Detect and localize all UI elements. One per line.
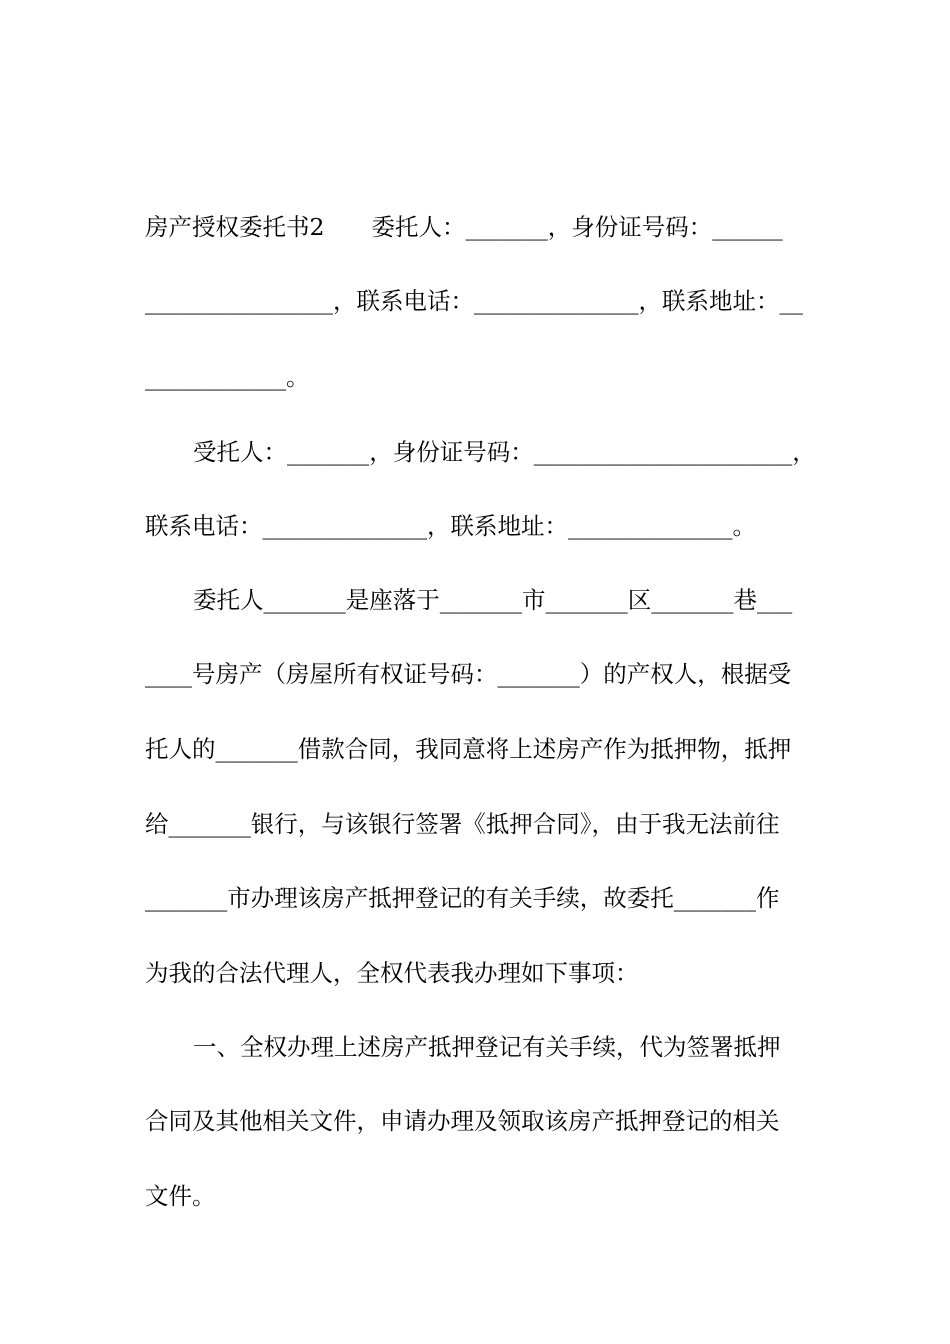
bank-mortgage-line: 给_______银行，与该银行签署《抵押合同》，由于我无法前往 bbox=[145, 810, 780, 838]
agent-contact-line: 联系电话：______________，联系地址：______________。 bbox=[145, 512, 756, 540]
heading-and-principal-line: 房产授权委托书2 委托人：_______，身份证号码：______ bbox=[145, 213, 783, 241]
property-location-line: 委托人_______是座落于_______市_______区_______巷___ bbox=[193, 586, 793, 614]
principal-contact-line: ________________，联系电话：______________，联系地址：__ bbox=[145, 287, 803, 315]
property-certificate-line: ____号房产（房屋所有权证号码：_______）的产权人，根据受 bbox=[145, 660, 792, 688]
item-one-end-line: 文件。 bbox=[145, 1182, 216, 1210]
registration-proxy-line: _______市办理该房产抵押登记的有关手续，故委托_______作 bbox=[145, 884, 780, 912]
principal-address-line: ____________。 bbox=[145, 363, 310, 391]
item-one-continued-line: 合同及其他相关文件，申请办理及领取该房产抵押登记的相关 bbox=[145, 1107, 780, 1135]
authority-intro-line: 为我的合法代理人，全权代表我办理如下事项： bbox=[145, 959, 639, 987]
agent-id-line: 受托人：_______，身份证号码：______________________， bbox=[193, 438, 816, 466]
item-one-line: 一、全权办理上述房产抵押登记有关手续，代为签署抵押 bbox=[193, 1033, 781, 1061]
loan-contract-line: 托人的_______借款合同，我同意将上述房产作为抵押物，抵押 bbox=[145, 735, 792, 763]
